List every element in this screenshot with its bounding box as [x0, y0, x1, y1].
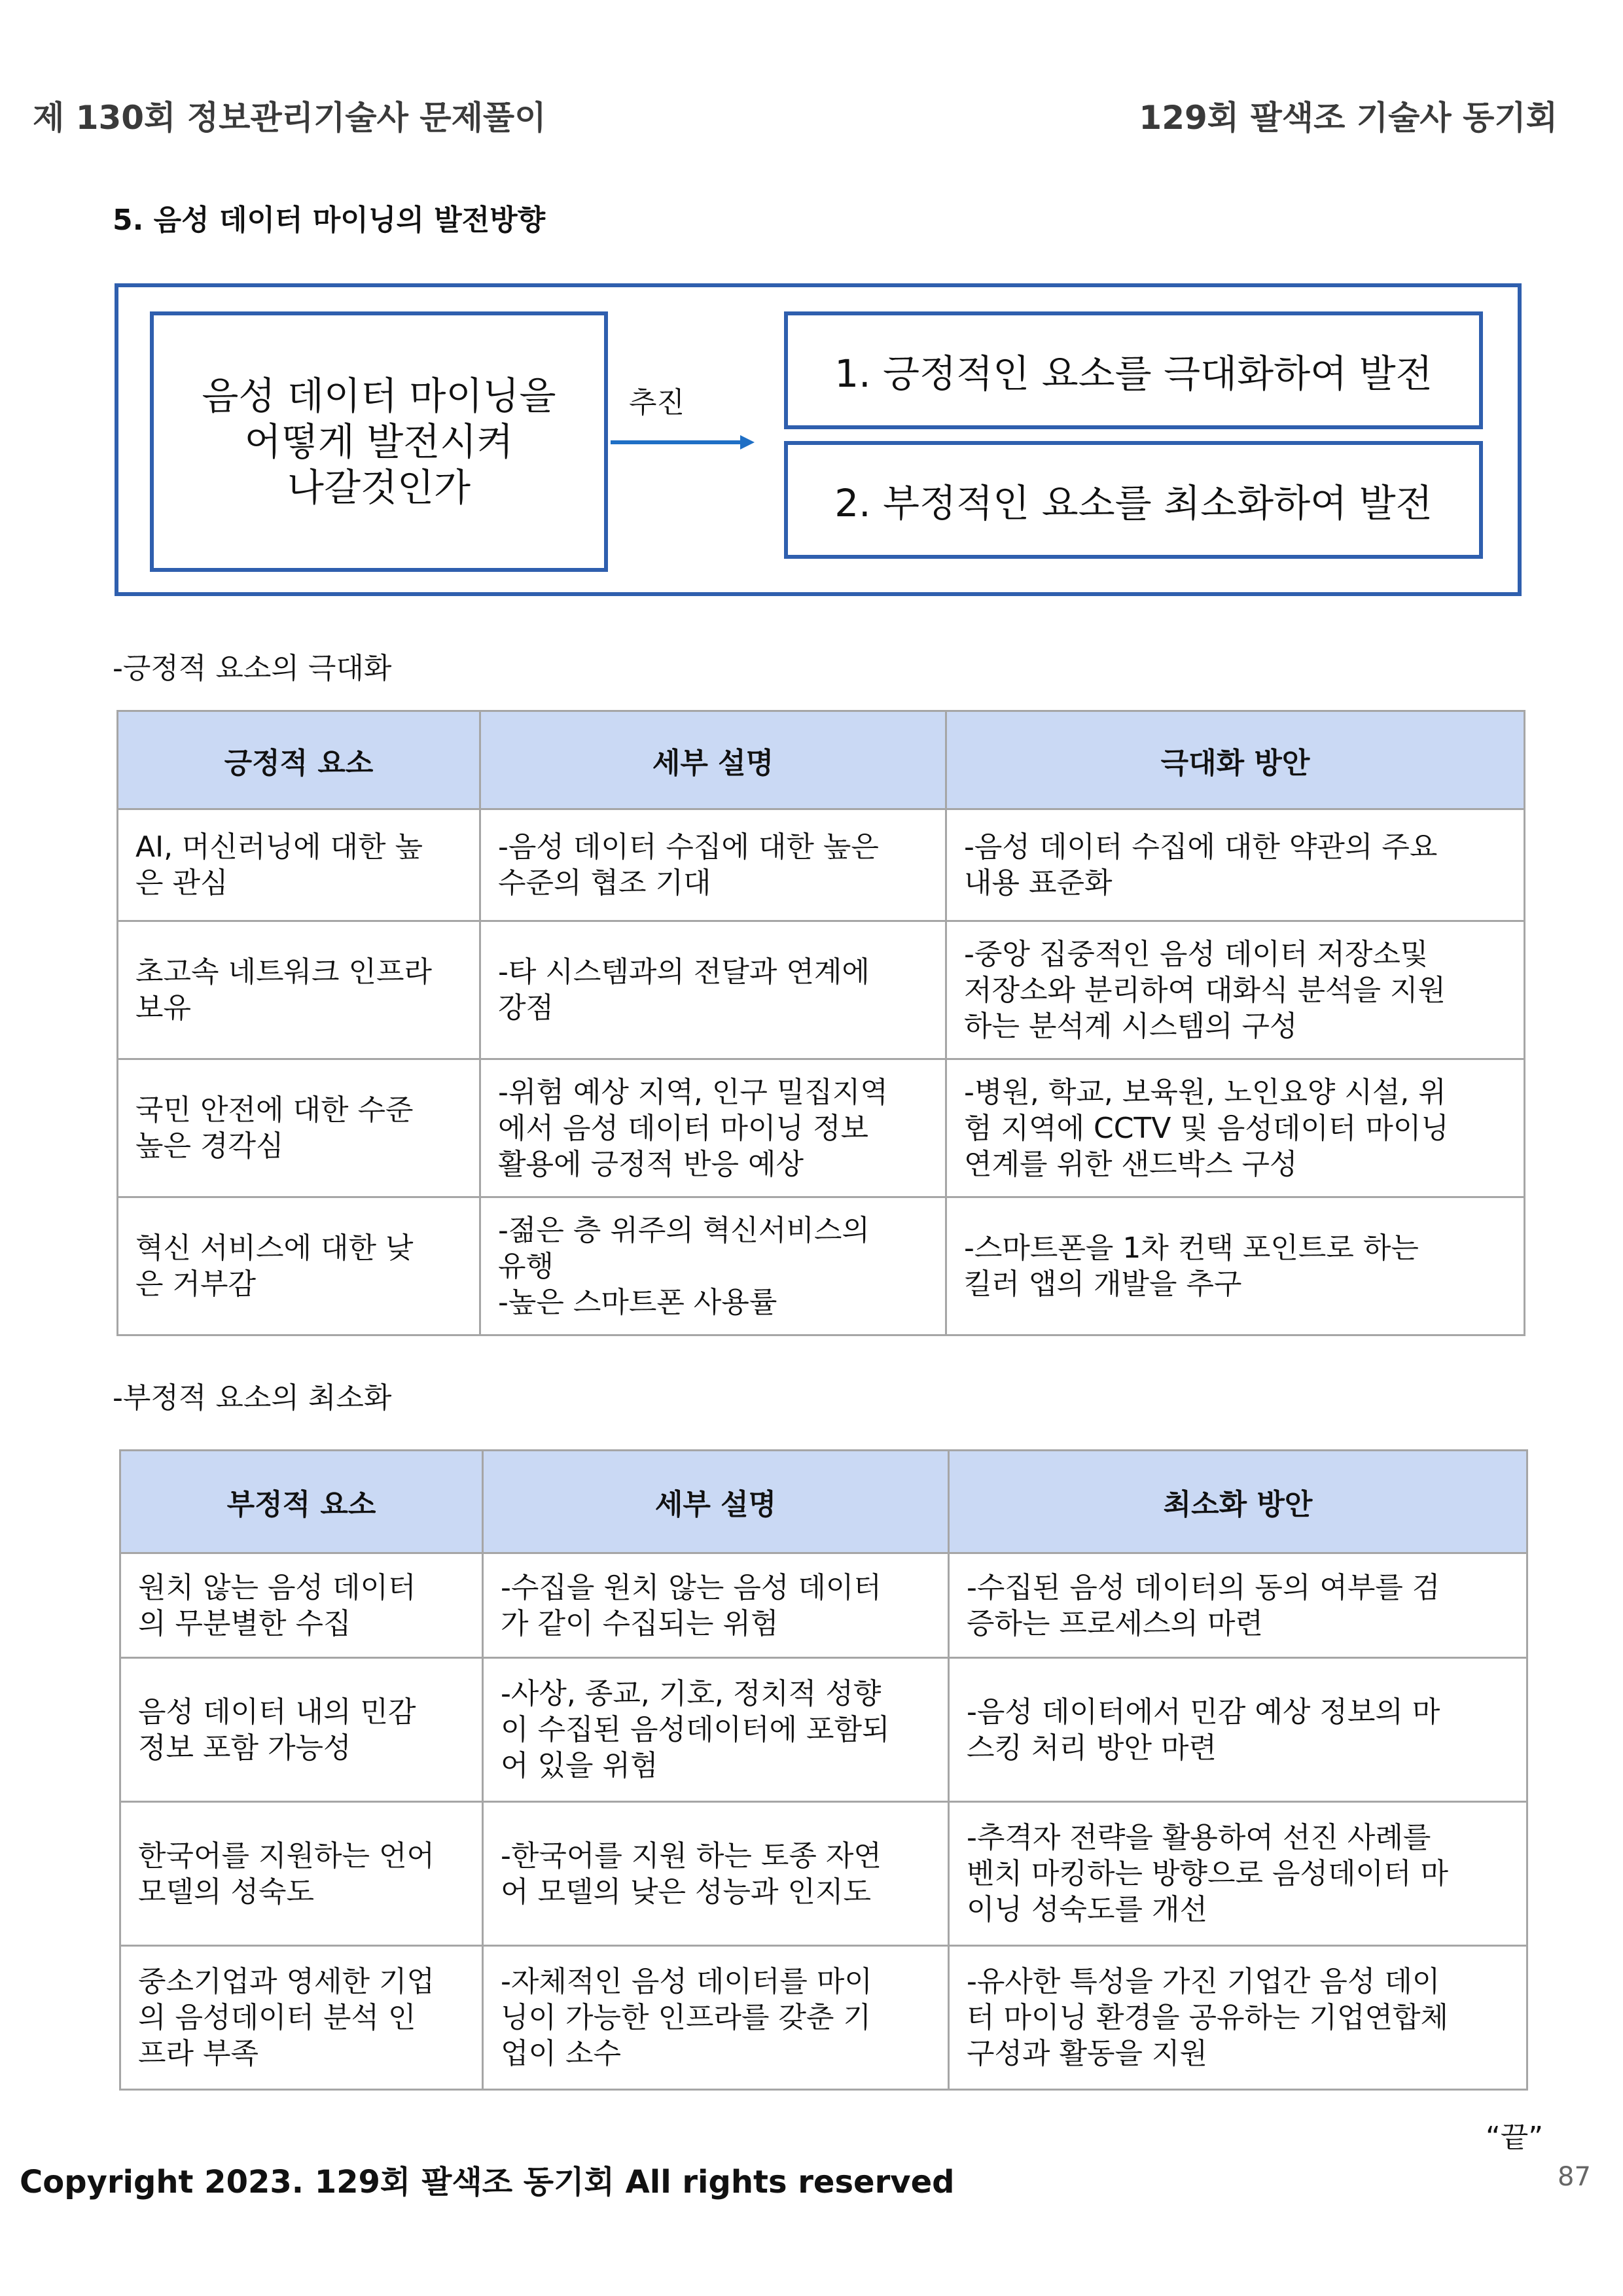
header-group-name: 129회 팔색조 기술사 동기회 [1139, 99, 1558, 137]
table-cell: 중소기업과 영세한 기업 의 음성데이터 분석 인 프라 부족 [120, 1946, 483, 2090]
table-row [118, 809, 1525, 921]
table-cell: -한국어를 지원 하는 토종 자연 어 모델의 낮은 성능과 인지도 [483, 1802, 949, 1946]
table-cell: -병원, 학교, 보육원, 노인요양 시설, 위 험 지역에 CCTV 및 음성데이터 마이닝 연계를 위한 샌드박스 구성 [946, 1059, 1525, 1197]
strategy-diagram [115, 283, 1522, 596]
column-header: 긍정적 요소 [118, 711, 480, 809]
diagram-question-box: 음성 데이터 마이닝을 어떻게 발전시켜 나갈것인가 [150, 311, 608, 572]
table-cell: AI, 머신러닝에 대한 높 은 관심 [118, 809, 480, 921]
copyright-notice: Copyright 2023. 129회 팔색조 동기회 All rights reserved [20, 2164, 955, 2200]
table-cell: -스마트폰을 1차 컨택 포인트로 하는 킬러 앱의 개발을 추구 [946, 1197, 1525, 1335]
column-header: 최소화 방안 [949, 1451, 1527, 1553]
diagram-arrow-label: 추진 [629, 386, 685, 419]
table-cell: 혁신 서비스에 대한 낮 은 거부감 [118, 1197, 480, 1335]
positive-section-title: -긍정적 요소의 극대화 [113, 652, 392, 685]
negative-section-title: -부정적 요소의 최소화 [113, 1381, 392, 1415]
table-cell: -수집을 원치 않는 음성 데이터 가 같이 수집되는 위험 [483, 1553, 949, 1658]
table-cell: -수집된 음성 데이터의 동의 여부를 검 증하는 프로세스의 마련 [949, 1553, 1527, 1658]
table-cell: -음성 데이터에서 민감 예상 정보의 마 스킹 처리 방안 마련 [949, 1658, 1527, 1802]
diagram-strategy-negative: 2. 부정적인 요소를 최소화하여 발전 [784, 441, 1483, 559]
table-cell: 음성 데이터 내의 민감 정보 포함 가능성 [120, 1658, 483, 1802]
table-cell: -추격자 전략을 활용하여 선진 사례를 벤치 마킹하는 방향으로 음성데이터 마 이닝 성숙도를 개선 [949, 1802, 1527, 1946]
right-arrow-icon [611, 433, 755, 452]
header-document-title: 제 130회 정보관리기술사 문제풀이 [33, 99, 546, 137]
table-cell: -자체적인 음성 데이터를 마이 닝이 가능한 인프라를 갖춘 기 업이 소수 [483, 1946, 949, 2090]
table-cell: 한국어를 지원하는 언어 모델의 성숙도 [120, 1802, 483, 1946]
diagram-strategy-positive: 1. 긍정적인 요소를 극대화하여 발전 [784, 311, 1483, 429]
table-cell: -중앙 집중적인 음성 데이터 저장소및 저장소와 분리하여 대화식 분석을 지원 하는 분석계 시스템의 구성 [946, 921, 1525, 1059]
column-header: 극대화 방안 [946, 711, 1525, 809]
table-row [118, 1059, 1525, 1197]
table-cell: 국민 안전에 대한 수준 높은 경각심 [118, 1059, 480, 1197]
table-header-row [118, 711, 1525, 809]
table-cell: 원치 않는 음성 데이터 의 무분별한 수집 [120, 1553, 483, 1658]
table-cell: -음성 데이터 수집에 대한 높은 수준의 협조 기대 [480, 809, 946, 921]
table-row [120, 1802, 1527, 1946]
table-cell: -사상, 종교, 기호, 정치적 성향 이 수집된 음성데이터에 포함되 어 있을 위험 [483, 1658, 949, 1802]
positive-factors-table [116, 710, 1525, 1336]
negative-factors-table [119, 1449, 1528, 2091]
table-cell: -유사한 특성을 가진 기업간 음성 데이 터 마이닝 환경을 공유하는 기업연합체 구성과 활동을 지원 [949, 1946, 1527, 2090]
end-mark: “끝” [1486, 2121, 1544, 2154]
table-row [120, 1553, 1527, 1658]
table-row [118, 1197, 1525, 1335]
table-cell: -음성 데이터 수집에 대한 약관의 주요 내용 표준화 [946, 809, 1525, 921]
table-cell: -타 시스템과의 전달과 연계에 강점 [480, 921, 946, 1059]
table-row [118, 921, 1525, 1059]
table-header-row [120, 1451, 1527, 1553]
table-cell: 초고속 네트워크 인프라 보유 [118, 921, 480, 1059]
column-header: 부정적 요소 [120, 1451, 483, 1553]
page-number: 87 [1558, 2162, 1591, 2192]
table-row [120, 1946, 1527, 2090]
column-header: 세부 설명 [480, 711, 946, 809]
table-row [120, 1658, 1527, 1802]
table-cell: -위험 예상 지역, 인구 밀집지역 에서 음성 데이터 마이닝 정보 활용에 긍정적 반응 예상 [480, 1059, 946, 1197]
column-header: 세부 설명 [483, 1451, 949, 1553]
table-cell: -젊은 층 위주의 혁신서비스의 유행 -높은 스마트폰 사용률 [480, 1197, 946, 1335]
section-title: 5. 음성 데이터 마이닝의 발전방향 [113, 203, 546, 237]
